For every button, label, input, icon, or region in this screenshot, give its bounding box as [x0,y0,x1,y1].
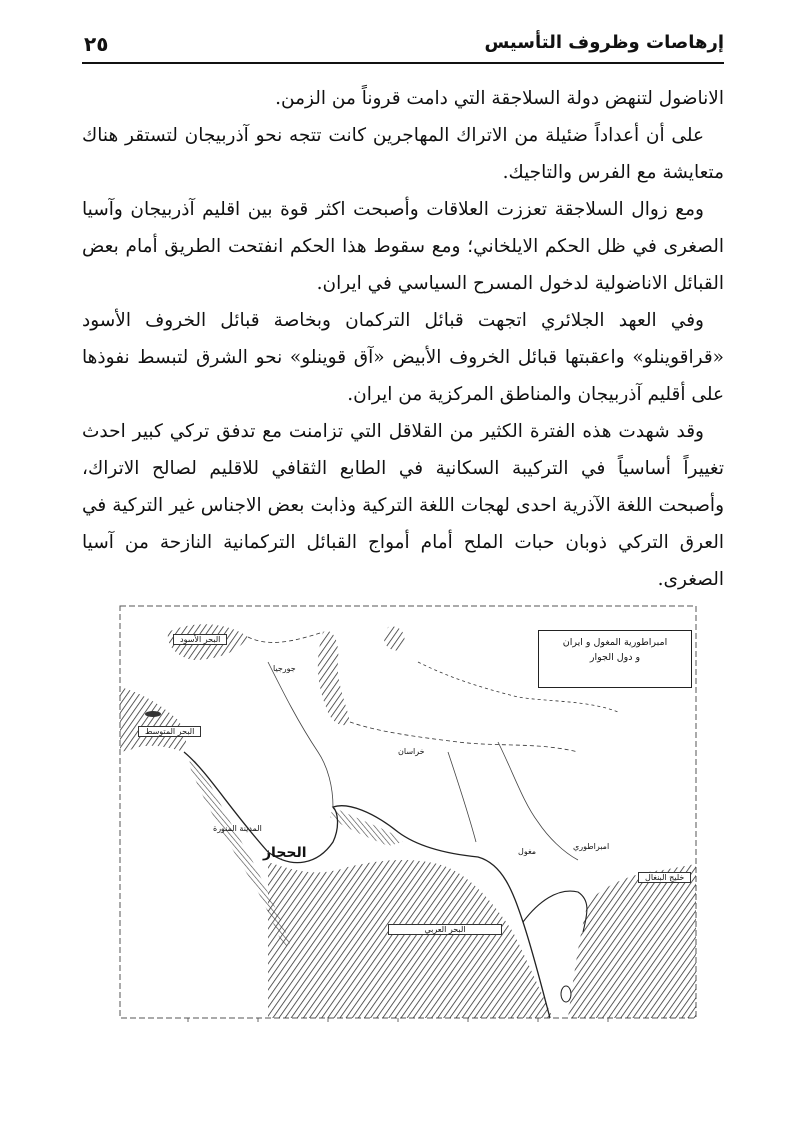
page-number: ٢٥ [84,32,109,56]
label-mediterranean: البحر المتوسط [138,726,201,737]
body-text [82,80,724,598]
label-timurid: امبراطوري [573,842,610,851]
label-khurasan: خراسان [398,747,425,756]
label-black-sea: البحر الأسود [173,634,227,645]
paragraph-3: ومع زوال السلاجقة تعززت العلاقات وأصبحت اكثر قوة بين اقليم آذربيجان وآسيا الصغرى في ظل الحكم الايلخاني؛ ومع سقوط هذا الحكم انفتحت الطريق أمام بعض القبائل الاناضولية لدخول المسرح السياسي في ايران. [82,199,724,294]
map-figure [118,602,700,1030]
map-legend [538,630,692,688]
legend-title-line2: و دول الجوار [589,652,641,663]
label-madinah: المدينة المنورة [213,824,262,833]
label-georgia: جورجيا [273,664,296,673]
page-header [82,32,724,64]
label-bengal: خليج البنغال [638,872,691,883]
paragraph-2: على أن أعداداً ضئيلة من الاتراك المهاجرين كانت تتجه نحو آذربيجان لتستقر هناك متعايشة مع الفرس والتاجيك. [82,125,724,183]
running-title: إرهاصات وظروف التأسيس [484,32,724,53]
paragraph-4: وفي العهد الجلائري اتجهت قبائل التركمان وبخاصة قبائل الخروف الأسود «قراقوينلو» واعقبتها قبائل الخروف الأبيض «آق قوينلو» نحو الشرق لتبسط نفوذها على أقليم آذربيجان والمناطق المركزية من ايران. [82,310,724,405]
legend-title-line1: امبراطورية المغول و ايران [562,637,668,648]
label-hijaz: الحجاز [263,845,307,861]
paragraph-1: الاناضول لتنهض دولة السلاجقة التي دامت قروناً من الزمن. [275,88,724,109]
paragraph-5: وقد شهدت هذه الفترة الكثير من القلاقل التي تزامنت مع تدفق تركي كبير احدث تغييراً أساسياً في التركيبة السكانية في الطابع الثقافي للاقليم لصالح الاتراك، وأصبحت اللغة الآذرية احدى لهجات اللغة التركية وذابت بعض الاجناس غير التركية في العرق التركي ذوبان حبات الملح أمام أمواج القبائل التركمانية النازحة من آسيا الصغرى. [82,421,724,590]
label-arabian-sea: البحر العربي [388,924,502,935]
label-mughal: مغول [518,847,537,856]
